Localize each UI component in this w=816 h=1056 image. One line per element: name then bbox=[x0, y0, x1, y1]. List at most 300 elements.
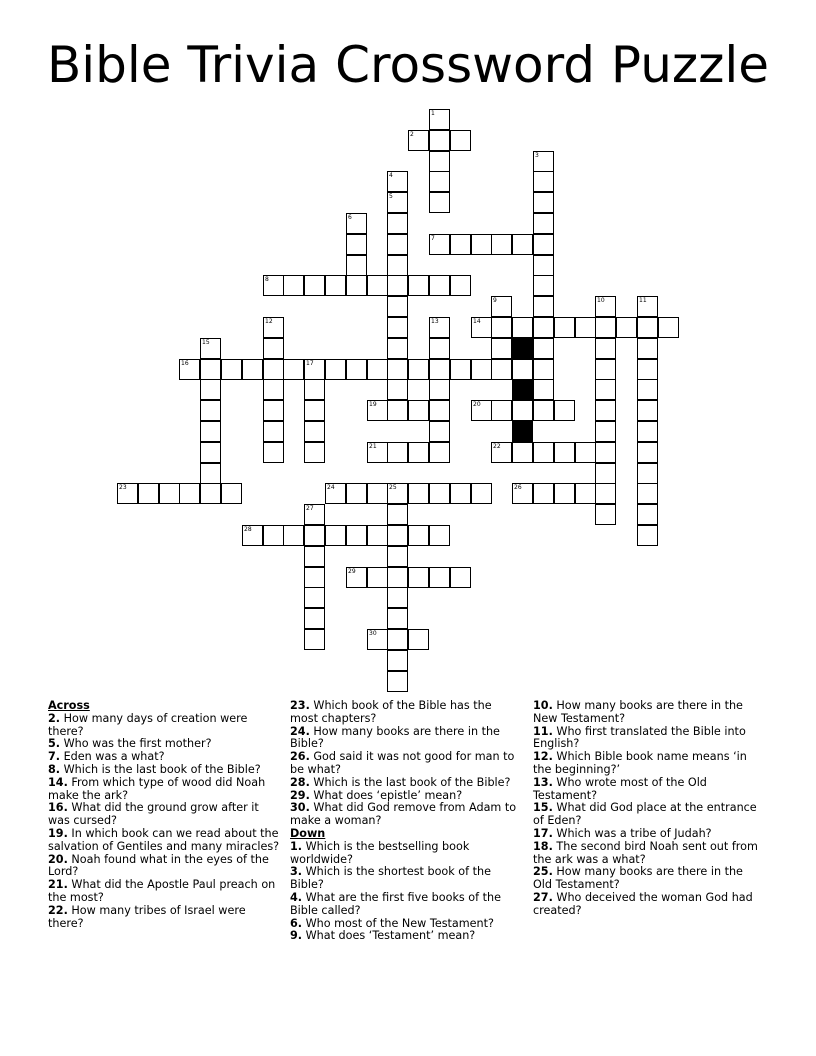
grid-cell[interactable] bbox=[387, 567, 408, 588]
cell-number: 20 bbox=[473, 401, 481, 408]
grid-cell[interactable] bbox=[429, 275, 450, 296]
clue-text: How many tribes of Israel were there? bbox=[48, 903, 246, 930]
grid-cell[interactable] bbox=[429, 400, 450, 421]
clue-number: 7. bbox=[48, 750, 61, 764]
grid-cell[interactable] bbox=[387, 442, 408, 463]
grid-cell[interactable] bbox=[367, 442, 388, 463]
grid-cell[interactable] bbox=[367, 400, 388, 421]
cell-number: 28 bbox=[244, 526, 252, 533]
clue-text: God said it was not good for man to be what? bbox=[290, 750, 515, 776]
down-clue bbox=[290, 866, 522, 892]
down-clue bbox=[533, 841, 765, 867]
grid-cell[interactable] bbox=[429, 442, 450, 463]
grid-cell[interactable] bbox=[346, 525, 367, 546]
grid-cell[interactable] bbox=[512, 359, 533, 380]
grid-cell[interactable] bbox=[325, 525, 346, 546]
grid-cell[interactable] bbox=[367, 525, 388, 546]
grid-cell[interactable] bbox=[221, 483, 242, 504]
grid-cell[interactable] bbox=[304, 608, 325, 629]
clue-text: How many books are there in the New Testament? bbox=[533, 699, 743, 725]
clue-number: 29. bbox=[290, 788, 310, 802]
down-clue bbox=[533, 892, 765, 918]
grid-cell[interactable] bbox=[408, 130, 429, 151]
grid-cell[interactable] bbox=[512, 317, 533, 338]
grid-cell[interactable] bbox=[263, 317, 284, 338]
cell-number: 11 bbox=[639, 297, 647, 304]
grid-cell[interactable] bbox=[471, 483, 492, 504]
grid-cell[interactable] bbox=[595, 296, 616, 317]
grid-cell[interactable] bbox=[304, 275, 325, 296]
down-clue bbox=[533, 866, 765, 892]
cell-number: 9 bbox=[493, 297, 497, 304]
across-clue bbox=[290, 802, 522, 828]
cell-number: 23 bbox=[119, 484, 127, 491]
grid-cell[interactable] bbox=[429, 525, 450, 546]
grid-cell[interactable] bbox=[533, 379, 554, 400]
grid-cell[interactable] bbox=[658, 317, 679, 338]
grid-cell[interactable] bbox=[263, 400, 284, 421]
clue-text: Which is the last book of the Bible? bbox=[63, 762, 261, 776]
grid-cell[interactable] bbox=[325, 275, 346, 296]
clue-text: What did the ground grow after it was cursed? bbox=[48, 801, 259, 828]
grid-cell[interactable] bbox=[637, 359, 658, 380]
page-title: Bible Trivia Crossword Puzzle bbox=[46, 36, 770, 94]
grid-cell[interactable] bbox=[179, 483, 200, 504]
grid-cell[interactable] bbox=[408, 483, 429, 504]
grid-cell[interactable] bbox=[595, 421, 616, 442]
clue-number: 25. bbox=[533, 865, 553, 879]
across-clue bbox=[48, 802, 280, 828]
grid-cell[interactable] bbox=[242, 525, 263, 546]
grid-cell[interactable] bbox=[367, 275, 388, 296]
cell-number: 15 bbox=[202, 339, 210, 346]
grid-cell[interactable] bbox=[616, 317, 637, 338]
grid-cell[interactable] bbox=[554, 400, 575, 421]
grid-cell[interactable] bbox=[346, 255, 367, 276]
grid-cell[interactable] bbox=[304, 546, 325, 567]
grid-cell[interactable] bbox=[595, 442, 616, 463]
grid-cell[interactable] bbox=[138, 483, 159, 504]
grid-cell[interactable] bbox=[533, 192, 554, 213]
grid-cell[interactable] bbox=[200, 421, 221, 442]
grid-cell[interactable] bbox=[200, 483, 221, 504]
across-clue bbox=[48, 905, 280, 931]
clue-number: 2. bbox=[48, 711, 61, 725]
grid-cell[interactable] bbox=[387, 587, 408, 608]
grid-cell[interactable] bbox=[200, 400, 221, 421]
cell-number: 17 bbox=[306, 360, 314, 367]
grid-cell[interactable] bbox=[304, 525, 325, 546]
grid-cell[interactable] bbox=[408, 442, 429, 463]
clue-text: How many days of creation were there? bbox=[48, 711, 248, 738]
grid-cell[interactable] bbox=[595, 483, 616, 504]
clue-number: 21. bbox=[48, 878, 68, 892]
grid-cell[interactable] bbox=[637, 400, 658, 421]
cell-number: 19 bbox=[369, 401, 377, 408]
grid-cell[interactable] bbox=[200, 338, 221, 359]
grid-cell[interactable] bbox=[429, 130, 450, 151]
cell-number: 4 bbox=[389, 172, 393, 179]
down-clue bbox=[290, 930, 522, 943]
grid-cell[interactable] bbox=[346, 567, 367, 588]
grid-cell[interactable] bbox=[387, 400, 408, 421]
clue-number: 30. bbox=[290, 801, 310, 815]
grid-cell[interactable] bbox=[387, 234, 408, 255]
grid-cell[interactable] bbox=[304, 567, 325, 588]
grid-cell[interactable] bbox=[221, 359, 242, 380]
down-clue bbox=[533, 777, 765, 803]
grid-cell[interactable] bbox=[387, 546, 408, 567]
grid-cell[interactable] bbox=[595, 338, 616, 359]
clue-number: 12. bbox=[533, 750, 553, 764]
grid-cell[interactable] bbox=[346, 483, 367, 504]
down-heading: Down bbox=[290, 826, 326, 840]
clue-text: What does ‘Testament’ mean? bbox=[305, 929, 476, 943]
clue-text: Which was a tribe of Judah? bbox=[556, 826, 712, 840]
clue-text: Who first translated the Bible into English? bbox=[533, 724, 746, 751]
grid-cell[interactable] bbox=[637, 463, 658, 484]
clue-text: From which type of wood did Noah make the ark? bbox=[48, 775, 266, 802]
grid-cell[interactable] bbox=[408, 567, 429, 588]
across-clue bbox=[48, 713, 280, 739]
grid-cell[interactable] bbox=[554, 317, 575, 338]
grid-cell[interactable] bbox=[533, 359, 554, 380]
cell-number: 1 bbox=[431, 110, 435, 117]
grid-cell[interactable] bbox=[637, 504, 658, 525]
grid-cell[interactable] bbox=[512, 483, 533, 504]
clue-text: Who deceived the woman God had created? bbox=[533, 890, 753, 917]
clue-text: Which book of the Bible has the most chapters? bbox=[290, 699, 492, 725]
grid-cell[interactable] bbox=[512, 442, 533, 463]
grid-cell[interactable] bbox=[595, 400, 616, 421]
clue-number: 10. bbox=[533, 699, 553, 712]
grid-cell[interactable] bbox=[263, 359, 284, 380]
grid-cell[interactable] bbox=[367, 567, 388, 588]
clue-number: 14. bbox=[48, 775, 68, 789]
grid-cell[interactable] bbox=[471, 359, 492, 380]
grid-cell[interactable] bbox=[387, 504, 408, 525]
down-clue bbox=[533, 700, 765, 726]
across-heading: Across bbox=[48, 699, 90, 712]
down-clue bbox=[533, 802, 765, 828]
grid-cell[interactable] bbox=[325, 483, 346, 504]
grid-cell[interactable] bbox=[200, 379, 221, 400]
grid-cell[interactable] bbox=[304, 442, 325, 463]
grid-cell[interactable] bbox=[367, 629, 388, 650]
grid-cell[interactable] bbox=[408, 525, 429, 546]
across-clue bbox=[48, 854, 280, 880]
grid-cell[interactable] bbox=[429, 109, 450, 130]
clue-text: In which book can we read about the salvation of Gentiles and many miracles? bbox=[48, 826, 280, 853]
cell-number: 13 bbox=[431, 318, 439, 325]
grid-cell[interactable] bbox=[304, 504, 325, 525]
grid-cell[interactable] bbox=[429, 483, 450, 504]
across-clue bbox=[48, 828, 280, 854]
grid-cell[interactable] bbox=[533, 151, 554, 172]
grid-cell[interactable] bbox=[575, 442, 596, 463]
clue-text: Who most of the New Testament? bbox=[305, 916, 494, 930]
grid-cell[interactable] bbox=[533, 442, 554, 463]
clue-text: The second bird Noah sent out from the ark was a what? bbox=[533, 839, 758, 866]
grid-cell[interactable] bbox=[387, 629, 408, 650]
cell-number: 5 bbox=[389, 193, 393, 200]
grid-cell[interactable] bbox=[408, 275, 429, 296]
grid-cell[interactable] bbox=[200, 442, 221, 463]
clue-text: What did God place at the entrance of Eden? bbox=[533, 801, 757, 828]
clue-number: 16. bbox=[48, 801, 68, 815]
grid-cell[interactable] bbox=[595, 359, 616, 380]
grid-cell[interactable] bbox=[595, 379, 616, 400]
grid-cell[interactable] bbox=[387, 296, 408, 317]
grid-cell[interactable] bbox=[367, 359, 388, 380]
clues-column-1 bbox=[48, 700, 280, 930]
grid-cell[interactable] bbox=[387, 650, 408, 671]
across-clue bbox=[48, 879, 280, 905]
grid-cell[interactable] bbox=[200, 463, 221, 484]
grid-cell[interactable] bbox=[263, 442, 284, 463]
grid-cell[interactable] bbox=[554, 442, 575, 463]
grid-cell[interactable] bbox=[408, 629, 429, 650]
clue-text: Which is the bestselling book worldwide? bbox=[290, 839, 470, 866]
grid-cell[interactable] bbox=[304, 587, 325, 608]
across-clue bbox=[290, 751, 522, 777]
grid-cell[interactable] bbox=[263, 379, 284, 400]
clue-number: 24. bbox=[290, 724, 310, 738]
cell-number: 29 bbox=[348, 568, 356, 575]
down-clue bbox=[533, 726, 765, 752]
clue-number: 28. bbox=[290, 775, 310, 789]
grid-cell[interactable] bbox=[304, 400, 325, 421]
grid-cell[interactable] bbox=[491, 338, 512, 359]
clue-number: 11. bbox=[533, 724, 553, 738]
clue-text: Who was the first mother? bbox=[63, 737, 212, 751]
cell-number: 8 bbox=[265, 276, 269, 283]
grid-cell[interactable] bbox=[533, 338, 554, 359]
black-cell bbox=[512, 338, 533, 359]
grid-cell[interactable] bbox=[346, 213, 367, 234]
grid-cell[interactable] bbox=[117, 483, 138, 504]
clue-number: 1. bbox=[290, 839, 303, 853]
grid-cell[interactable] bbox=[263, 275, 284, 296]
grid-cell[interactable] bbox=[429, 359, 450, 380]
clue-text: How many books are there in the Bible? bbox=[290, 724, 500, 751]
grid-cell[interactable] bbox=[450, 567, 471, 588]
grid-cell[interactable] bbox=[637, 442, 658, 463]
grid-cell[interactable] bbox=[575, 483, 596, 504]
grid-cell[interactable] bbox=[346, 275, 367, 296]
clue-text: Which is the last book of the Bible? bbox=[313, 775, 511, 789]
clue-number: 5. bbox=[48, 737, 61, 751]
grid-cell[interactable] bbox=[283, 525, 304, 546]
grid-cell[interactable] bbox=[450, 234, 471, 255]
grid-cell[interactable] bbox=[595, 317, 616, 338]
grid-cell[interactable] bbox=[304, 421, 325, 442]
grid-cell[interactable] bbox=[429, 338, 450, 359]
grid-cell[interactable] bbox=[554, 483, 575, 504]
grid-cell[interactable] bbox=[637, 483, 658, 504]
grid-cell[interactable] bbox=[533, 213, 554, 234]
clue-number: 20. bbox=[48, 852, 68, 866]
grid-cell[interactable] bbox=[533, 317, 554, 338]
grid-cell[interactable] bbox=[533, 171, 554, 192]
grid-cell[interactable] bbox=[408, 359, 429, 380]
cell-number: 27 bbox=[306, 505, 314, 512]
grid-cell[interactable] bbox=[450, 275, 471, 296]
grid-cell[interactable] bbox=[575, 317, 596, 338]
grid-cell[interactable] bbox=[429, 171, 450, 192]
grid-cell[interactable] bbox=[429, 317, 450, 338]
clue-number: 26. bbox=[290, 750, 310, 764]
clues-column-3 bbox=[533, 700, 765, 918]
clue-number: 15. bbox=[533, 801, 553, 815]
grid-cell[interactable] bbox=[387, 525, 408, 546]
clue-number: 3. bbox=[290, 865, 303, 879]
grid-cell[interactable] bbox=[387, 275, 408, 296]
clue-number: 19. bbox=[48, 826, 68, 840]
cell-number: 22 bbox=[493, 443, 501, 450]
grid-cell[interactable] bbox=[491, 442, 512, 463]
cell-number: 12 bbox=[265, 318, 273, 325]
grid-cell[interactable] bbox=[387, 483, 408, 504]
cell-number: 7 bbox=[431, 235, 435, 242]
grid-cell[interactable] bbox=[346, 359, 367, 380]
grid-cell[interactable] bbox=[637, 296, 658, 317]
grid-cell[interactable] bbox=[387, 192, 408, 213]
grid-cell[interactable] bbox=[429, 379, 450, 400]
clue-text: What did the Apostle Paul preach on the most? bbox=[48, 878, 276, 904]
grid-cell[interactable] bbox=[408, 400, 429, 421]
grid-cell[interactable] bbox=[263, 338, 284, 359]
grid-cell[interactable] bbox=[512, 400, 533, 421]
clues-column-2 bbox=[290, 700, 522, 943]
grid-cell[interactable] bbox=[491, 234, 512, 255]
grid-cell[interactable] bbox=[387, 338, 408, 359]
clue-text: Noah found what in the eyes of the Lord? bbox=[48, 852, 269, 879]
clue-text: What does ‘epistle’ mean? bbox=[313, 788, 463, 802]
grid-cell[interactable] bbox=[179, 359, 200, 380]
grid-cell[interactable] bbox=[637, 525, 658, 546]
grid-cell[interactable] bbox=[533, 296, 554, 317]
down-clue bbox=[290, 841, 522, 867]
grid-cell[interactable] bbox=[387, 379, 408, 400]
grid-cell[interactable] bbox=[637, 421, 658, 442]
grid-cell[interactable] bbox=[304, 359, 325, 380]
grid-cell[interactable] bbox=[429, 421, 450, 442]
clue-number: 6. bbox=[290, 916, 303, 930]
clue-text: Which is the shortest book of the Bible? bbox=[290, 865, 492, 892]
grid-cell[interactable] bbox=[263, 421, 284, 442]
grid-cell[interactable] bbox=[387, 255, 408, 276]
grid-cell[interactable] bbox=[387, 317, 408, 338]
grid-cell[interactable] bbox=[242, 359, 263, 380]
grid-cell[interactable] bbox=[637, 379, 658, 400]
grid-cell[interactable] bbox=[471, 400, 492, 421]
clue-number: 18. bbox=[533, 839, 553, 853]
grid-cell[interactable] bbox=[471, 317, 492, 338]
grid-cell[interactable] bbox=[450, 130, 471, 151]
grid-cell[interactable] bbox=[387, 608, 408, 629]
black-cell bbox=[512, 379, 533, 400]
grid-cell[interactable] bbox=[471, 234, 492, 255]
down-clue bbox=[290, 892, 522, 918]
grid-cell[interactable] bbox=[200, 359, 221, 380]
grid-cell[interactable] bbox=[491, 296, 512, 317]
across-clue bbox=[48, 777, 280, 803]
grid-cell[interactable] bbox=[637, 317, 658, 338]
cell-number: 2 bbox=[410, 131, 414, 138]
across-clue bbox=[290, 726, 522, 752]
cell-number: 14 bbox=[473, 318, 481, 325]
grid-cell[interactable] bbox=[429, 567, 450, 588]
grid-cell[interactable] bbox=[533, 483, 554, 504]
grid-cell[interactable] bbox=[304, 629, 325, 650]
cell-number: 26 bbox=[514, 484, 522, 491]
grid-cell[interactable] bbox=[387, 213, 408, 234]
clue-text: Eden was a what? bbox=[63, 750, 165, 764]
grid-cell[interactable] bbox=[512, 234, 533, 255]
grid-cell[interactable] bbox=[533, 255, 554, 276]
clue-number: 4. bbox=[290, 890, 303, 904]
grid-cell[interactable] bbox=[491, 359, 512, 380]
cell-number: 21 bbox=[369, 443, 377, 450]
cell-number: 3 bbox=[535, 152, 539, 159]
grid-cell[interactable] bbox=[595, 463, 616, 484]
grid-cell[interactable] bbox=[429, 234, 450, 255]
grid-cell[interactable] bbox=[263, 525, 284, 546]
grid-cell[interactable] bbox=[304, 379, 325, 400]
grid-cell[interactable] bbox=[637, 338, 658, 359]
clue-text: What are the first five books of the Bible called? bbox=[290, 890, 502, 917]
grid-cell[interactable] bbox=[283, 359, 304, 380]
cell-number: 10 bbox=[597, 297, 605, 304]
clue-text: Who wrote most of the Old Testament? bbox=[533, 775, 707, 802]
cell-number: 16 bbox=[181, 360, 189, 367]
grid-cell[interactable] bbox=[450, 483, 471, 504]
grid-cell[interactable] bbox=[533, 234, 554, 255]
grid-cell[interactable] bbox=[450, 359, 471, 380]
grid-cell[interactable] bbox=[533, 275, 554, 296]
grid-cell[interactable] bbox=[429, 192, 450, 213]
clue-number: 9. bbox=[290, 929, 303, 943]
clue-text: What did God remove from Adam to make a woman? bbox=[290, 801, 517, 828]
cell-number: 25 bbox=[389, 484, 397, 491]
grid-cell[interactable] bbox=[387, 671, 408, 692]
grid-cell[interactable] bbox=[283, 275, 304, 296]
grid-cell[interactable] bbox=[387, 171, 408, 192]
cell-number: 24 bbox=[327, 484, 335, 491]
across-clue bbox=[290, 700, 522, 726]
grid-cell[interactable] bbox=[159, 483, 180, 504]
grid-cell[interactable] bbox=[595, 504, 616, 525]
clue-number: 22. bbox=[48, 903, 68, 917]
grid-cell[interactable] bbox=[325, 359, 346, 380]
clue-number: 8. bbox=[48, 762, 61, 776]
grid-cell[interactable] bbox=[346, 234, 367, 255]
clue-text: How many books are there in the Old Testament? bbox=[533, 865, 743, 892]
clue-number: 27. bbox=[533, 890, 553, 904]
clue-number: 17. bbox=[533, 826, 553, 840]
clue-number: 23. bbox=[290, 699, 310, 712]
clue-number: 13. bbox=[533, 775, 553, 789]
grid-cell[interactable] bbox=[387, 359, 408, 380]
cell-number: 30 bbox=[369, 630, 377, 637]
grid-cell[interactable] bbox=[429, 151, 450, 172]
clue-text: Which Bible book name means ‘in the beginning?’ bbox=[533, 750, 747, 776]
grid-cell[interactable] bbox=[491, 400, 512, 421]
grid-cell[interactable] bbox=[491, 317, 512, 338]
grid-cell[interactable] bbox=[533, 400, 554, 421]
grid-cell[interactable] bbox=[367, 483, 388, 504]
